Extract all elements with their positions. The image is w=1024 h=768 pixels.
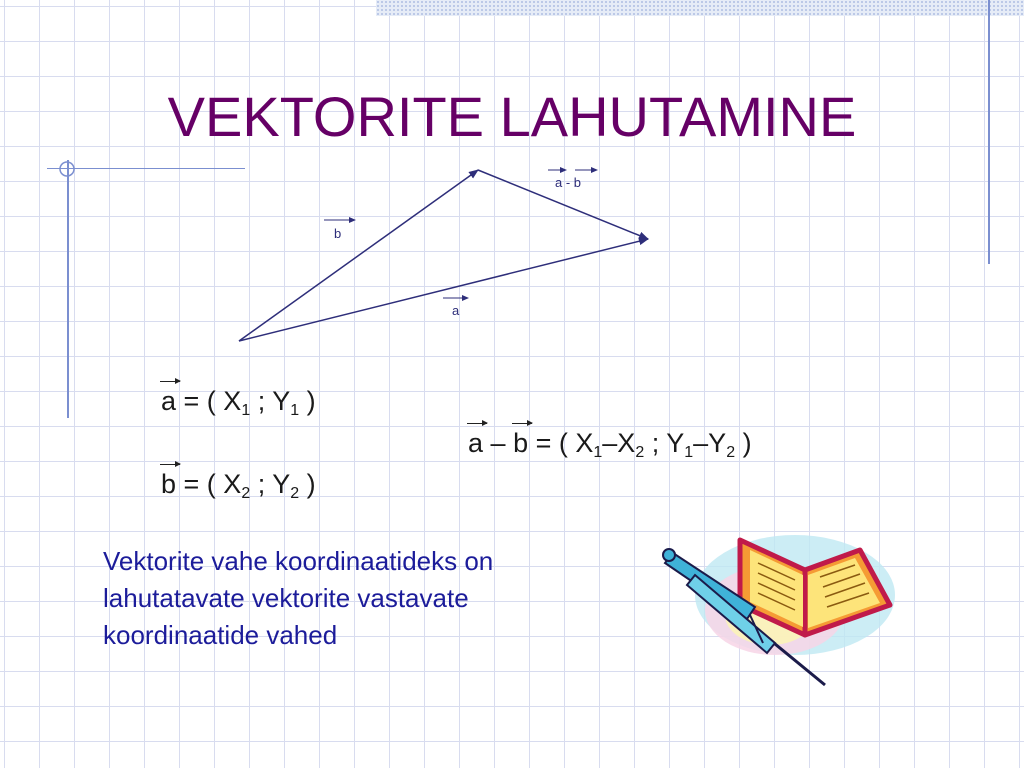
vector-a-symbol-diff: a [468, 428, 484, 458]
body-line-2: lahutatavate vektorite vastavate [103, 583, 469, 613]
formula-vector-a: a = ( $X_1$ ; $Y_1$ ) [161, 386, 316, 419]
vector-a-symbol: a [161, 386, 177, 416]
formula-vector-b: b = ( $X_2$ ; $Y_2$ ) [161, 469, 316, 502]
body-line-1: Vektorite vahe koordinaatideks on [103, 546, 494, 576]
book-and-compass-icon [655, 515, 905, 695]
label-a: a [452, 303, 460, 318]
vector-a-line [239, 239, 648, 341]
formula-vector-difference: a – b = ( $X_1-X_2$ ; $Y_1-Y_2$ ) [468, 428, 752, 461]
vector-b-symbol-diff: b [513, 428, 529, 458]
vector-b-line [239, 170, 478, 341]
slide-title: VEKTORITE LAHUTAMINE [167, 85, 857, 148]
label-a-minus-b: a - b [555, 175, 582, 190]
body-line-3: koordinaatide vahed [103, 620, 338, 650]
label-b: b [334, 226, 342, 241]
body-paragraph [103, 543, 643, 654]
vector-b-symbol: b [161, 469, 177, 499]
